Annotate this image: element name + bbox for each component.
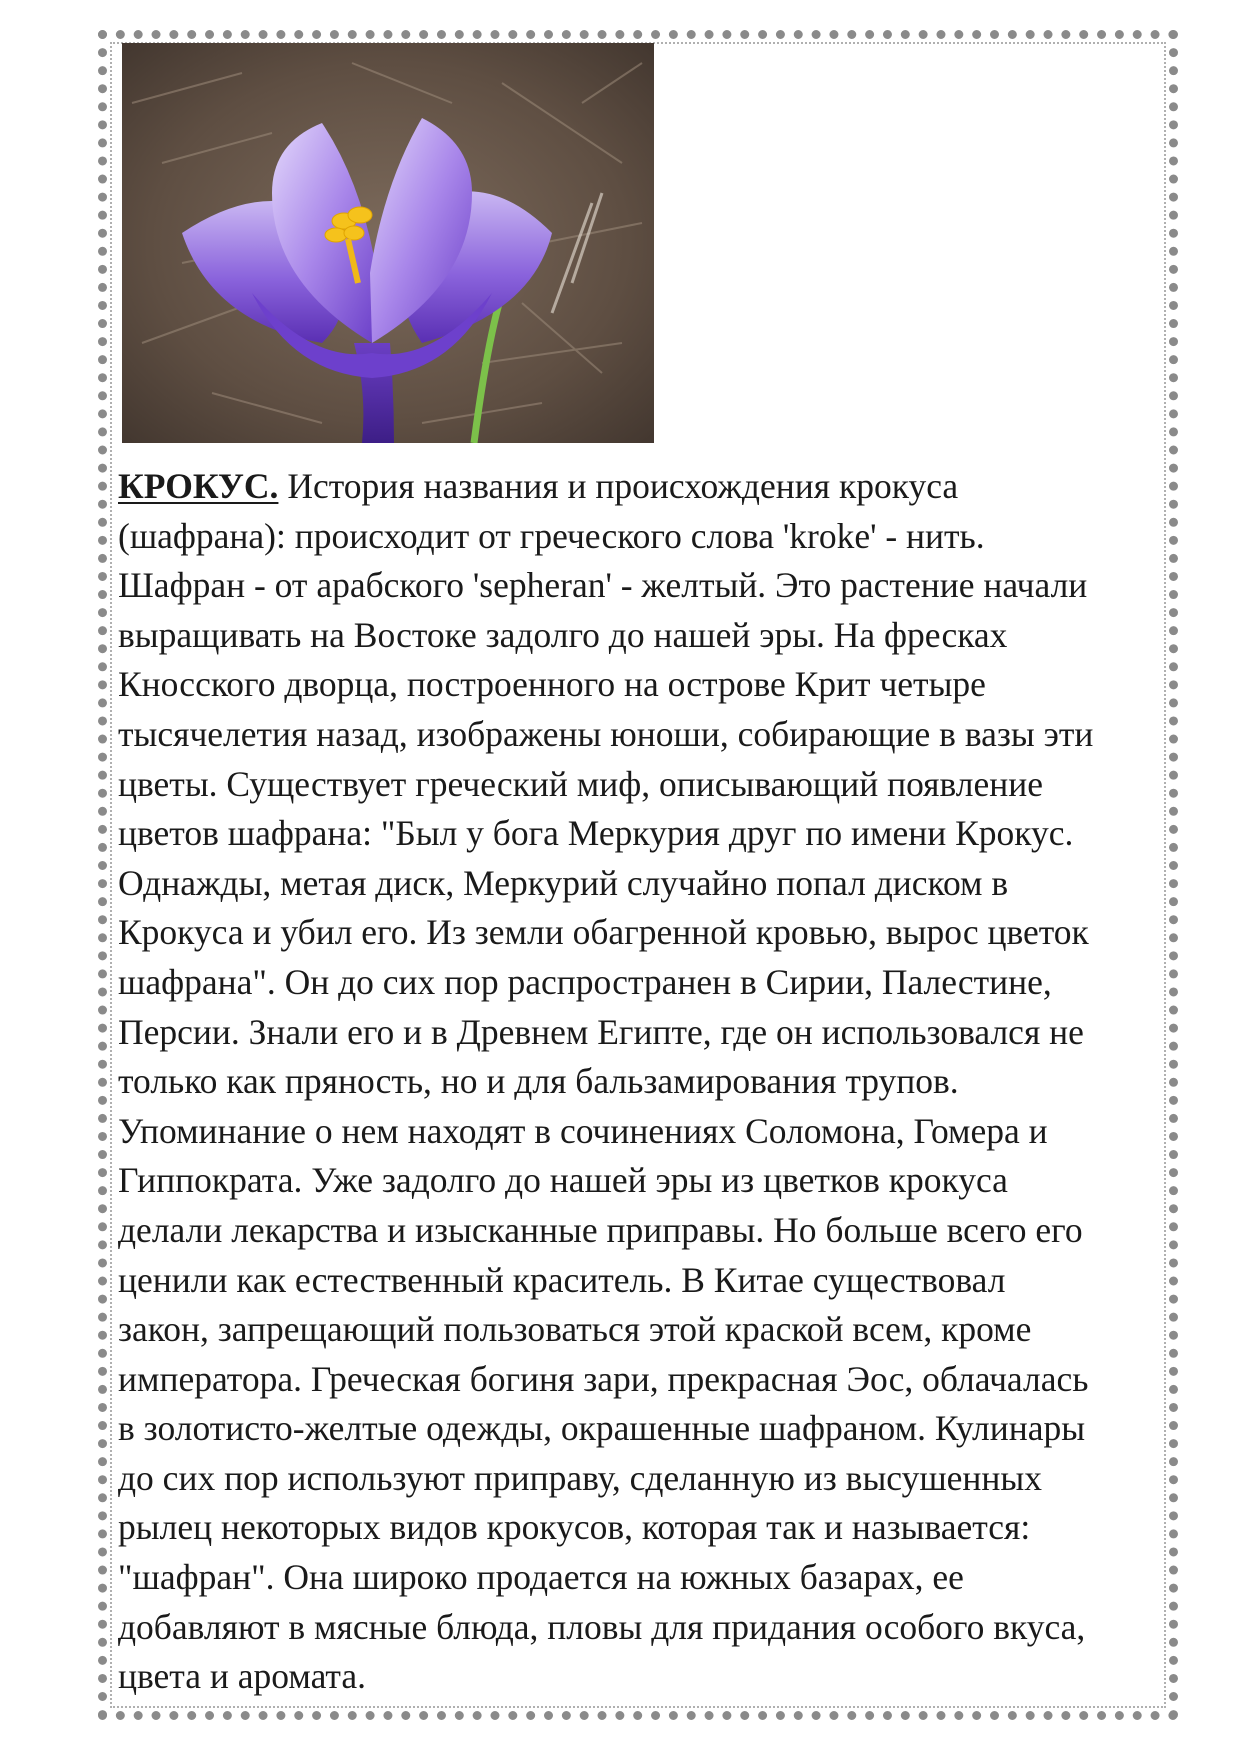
article-line: ценили как естественный краситель. В Китае существовал [118,1259,1006,1300]
article-line: цветов шафрана: "Был у бога Меркурия друг по имени Крокус. [118,813,1074,854]
article-line: Персии. Знали его и в Древнем Египте, где он использовался не [118,1011,1084,1052]
article-text: История названия и происхождения крокуса [287,466,959,506]
article-line: Кносского дворца, построенного на острове Крит четыре [118,664,986,705]
article-line: "шафран". Она широко продается на южных базарах, ее [118,1557,964,1598]
article-line: императора. Греческая богиня зари, прекрасная Эос, облачалась [118,1358,1089,1399]
crocus-flower-image [122,43,654,443]
article-line: Шафран - от арабского 'sepheran' - желтый. Это растение начали [118,565,1088,606]
article-line: Однажды, метая диск, Меркурий случайно попал диском в [118,862,1009,903]
article-line: (шафрана): происходит от греческого слова 'kroke' - нить. [118,515,985,556]
article-line: делали лекарства и изысканные приправы. Но больше всего его [118,1209,1083,1250]
article-line: Крокуса и убил его. Из земли обагренной кровью, вырос цветок [118,912,1089,953]
article-line: закон, запрещающий пользоваться этой краской всем, кроме [118,1309,1032,1350]
article-line: цветы. Существует греческий миф, описывающий появление [118,763,1044,804]
article-line: Гиппократа. Уже задолго до нашей эры из цветков крокуса [118,1160,1008,1201]
crocus-photo [122,43,654,443]
crocus-article [118,462,1158,1702]
article-line: тысячелетия назад, изображены юноши, собирающие в вазы эти [118,713,1094,754]
article-line: цвета и аромата. [118,1656,366,1697]
article-line: в золотисто-желтые одежды, окрашенные шафраном. Кулинары [118,1408,1086,1449]
article-line: Упоминание о нем находят в сочинениях Соломона, Гомера и [118,1110,1048,1151]
article-heading: КРОКУС. [118,466,279,506]
article-line: до сих пор используют приправу, сделанную из высушенных [118,1457,1043,1498]
article-line: только как пряность, но и для бальзамирования трупов. [118,1061,959,1102]
article-line: рылец некоторых видов крокусов, которая так и называется: [118,1507,1031,1548]
article-line: выращивать на Востоке задолго до нашей эры. На фресках [118,614,1008,655]
article-line: добавляют в мясные блюда, пловы для придания особого вкуса, [118,1606,1086,1647]
article-line: шафрана". Он до сих пор распространен в Сирии, Палестине, [118,961,1052,1002]
article-line-1 [118,462,1158,512]
